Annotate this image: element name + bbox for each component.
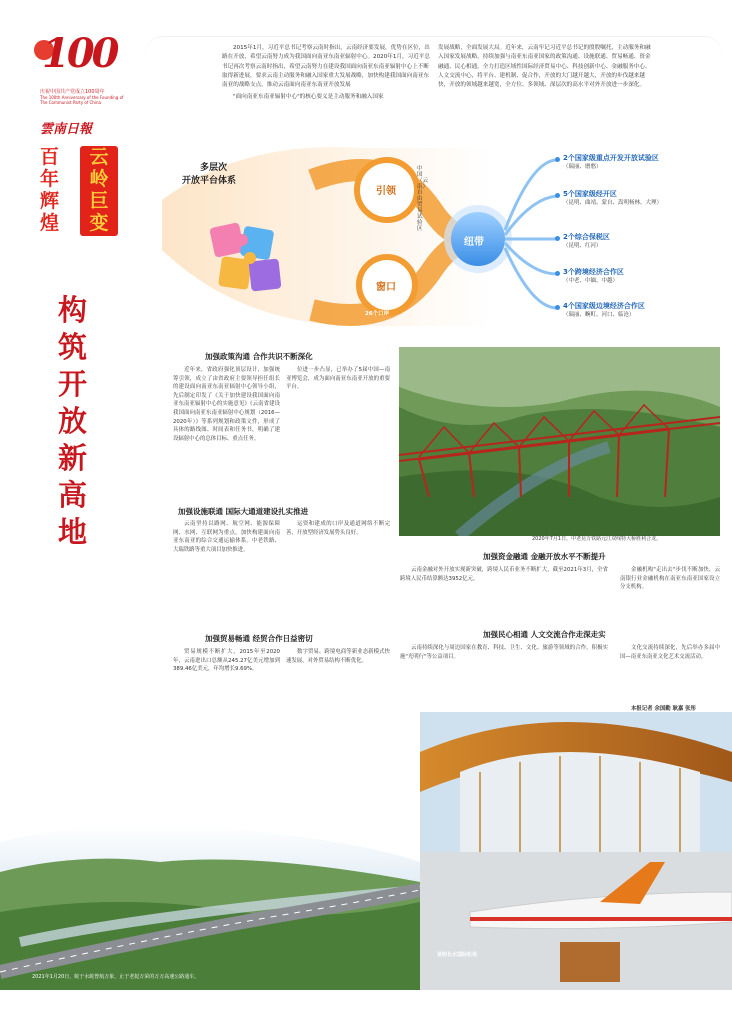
intro-paragraph: 2015年1月，习近平总书记考察云南时指出，云南经济要发展，优势在区位，出路在开放，希望云南努力成为我国面向南亚东南亚辐射中心。2020年1月，习近平总书记再次考察云南时指出，希望云南努力在建设我国面向南亚东南亚辐射中心上不断取得新进展，要求云南主动服务和融入国家重大发展战略，加快构建我国面向南亚东南亚的战略支点，推动云南面向南亚东南亚开放发展 [222,45,430,89]
branch-dot [555,305,560,310]
article-column [173,366,280,506]
article-column [400,644,608,704]
headline-char: 地 [58,515,88,549]
series-char: 变 [89,212,109,234]
platform-system-diagram [162,140,722,332]
article-paragraph: 位进一步凸显，已举办了5届中国—南亚博览会，成为面向南亚东南亚开放的重要平台。 [286,367,390,391]
window-sub: 26个口岸 [365,311,390,317]
series-char: 云 [89,146,109,168]
main-headline [58,292,98,551]
article-column [173,520,280,626]
intro-text-column-1 [222,44,433,103]
article-paragraph: 金融机构"走出去"步伐不断加快，云南银行业金融机构在南亚东南亚国家设立分支机构。 [620,567,720,591]
series-char: 百 [40,146,60,168]
diagram-title [182,160,236,186]
article-column [400,566,608,622]
section-title: 加强贸易畅通 经贸合作日益密切 [205,634,313,643]
series-title [40,146,120,236]
series-title-right [80,146,118,236]
intro-paragraph: "面向南亚东南亚辐射中心"的核心要义是主动服务和融入国家 [233,94,384,101]
diagram-title-line: 多层次 [200,163,228,173]
headline-char: 新 [58,441,88,475]
anniversary-caption-cn: 庆祝中国共产党成立100周年 [40,89,105,95]
series-title-left [40,146,80,234]
series-char: 煌 [40,212,60,234]
branch-title: 4个国家级边境经济合作区 [563,302,645,310]
article-paragraph: 云南坚持以路网、航空网、能源保障网、水网、互联网为重点，加快构建面向南亚东南亚的综合交通运输体系。中老铁路、大瑞铁路等重大项目加快推进。 [173,521,280,553]
anniversary-caption-en: The 100th Anniversary of the Founding of The Communist Party of China [40,95,124,105]
section-title: 加强资金融通 金融开放水平不断提升 [483,552,606,561]
airport-photo-caption: 昆明长水国际机场 [437,952,478,958]
series-char: 辉 [40,190,60,212]
branch-title: 2个综合保税区 [563,233,610,241]
diagram-title-line: 开放平台体系 [182,176,237,186]
article-paragraph: 运资和建成的口岸及通道网络不断完善，开放型经济发展势头良好。 [286,521,390,536]
branch-sub: （昆明、红河） [563,243,602,249]
article-column [286,366,390,506]
article-paragraph: 近年来，省政府强化顶层设计，加强统筹引领，成立了由省政府主要领导担任组长的建设面向南亚东南亚辐射中心领导小组，先后制定印发了《关于加快建设我国面向南亚东南亚辐射中心的实施意见》《云南省建设我国面向南亚东南亚辐射中心规划（2016—2020年）》等系列规划和政策文件，形成了具体的路线图、时间表和任务书，明确了建设辐射中心的总体目标、重点任务。 [173,367,280,442]
headline-char: 放 [58,404,88,438]
series-char: 年 [40,168,60,190]
branch-dot [555,236,560,241]
series-char: 巨 [89,190,109,212]
branch-sub: （昆明、曲靖、蒙自、嵩明杨林、大理） [563,200,663,206]
branch-sub: （瑞丽、畹町、河口、临沧） [563,312,635,318]
hub-label: 纽带 [464,237,484,248]
highway-photo-caption: 2021年1月20日，蛇于水蛇曾航万象，止于老挝万荣的万万高速公路通车。 [32,974,200,980]
railway-bridge-photo [399,347,720,536]
article-column [620,566,720,622]
branch-sub: （中老、中缅、中越） [563,278,619,284]
section-title: 加强设施联通 国际大通道建设扎实推进 [178,507,309,516]
article-column [620,644,720,704]
headline-char: 开 [58,367,88,401]
article-paragraph: 文化交流持续深化，先后举办多届中国—南亚东南亚文化艺术交流活动。 [620,645,720,660]
article-author: 本报记者 余国勤 耿嘉 张彤 [631,706,696,712]
centenary-logo [34,30,124,86]
lead-sub: 中国（云南）自由贸易试验区 [417,166,429,232]
bottom-photo-montage [0,712,732,990]
branch-dot [555,271,560,276]
headline-char: 筑 [58,330,88,364]
article-paragraph: 数字贸易、跨境电商等新业态新模式快速发展，对外贸易结构不断优化。 [286,649,390,664]
branch-sub: （瑞丽、磨憨） [563,164,602,170]
newspaper-name: 雲南日報 [40,122,93,137]
branch-title: 2个国家级重点开发开放试验区 [563,154,659,162]
centenary-number: 100 [42,30,117,77]
section-title: 加强政策沟通 合作共识不断深化 [205,352,313,361]
article-paragraph: 云南金融对外开放实现新突破，跨境人民币业务不断扩大，截至2021年3月，全省跨境人民币结算额达3952亿元。 [400,567,608,582]
article-column [286,520,390,626]
intro-text-column-2: 发展战略，全面发展大局。近年来，云南牢记习近平总书记的殷殷嘱托，主动服务和融入国家发展战略，持续加强与南亚东南亚国家的政策沟通、设施联通、贸易畅通、资金融通、民心相通，全力打造区域性国际经济贸易中心、科技创新中心、金融服务中心、人文交流中心，将平台、建机制、促合作，开放的大门越开越大，开放的步伐越来越快，开放的领域越来越宽，全方位、多领域、深层次的高水平对外开放进一步深化。 [438,45,651,89]
branch-title: 5个国家级经开区 [563,190,617,198]
headline-char: 高 [58,478,88,512]
article-paragraph: 贸易规模不断扩大，2015年至2020年，云南进出口总额从245.27亿美元增加到389.46亿美元，年均增长9.69%。 [173,649,280,673]
article-paragraph: 云南持续深化与周边国家在教育、科技、卫生、文化、旅游等领域的合作，积极实施"光明行"等公益项目。 [400,645,608,660]
branch-dot [555,193,560,198]
branch-dot [555,157,560,162]
headline-char: 构 [58,293,88,327]
bridge-photo-caption: 2020年7月1日，中老昆万铁路元江双线特大桥胜利合龙。 [532,536,662,542]
branch-title: 3个跨境经济合作区 [563,268,624,276]
lead-label: 引领 [376,186,396,197]
section-title: 加强民心相通 人文交流合作走深走实 [483,630,606,639]
series-char: 岭 [89,168,109,190]
window-label: 窗口 [376,282,396,293]
